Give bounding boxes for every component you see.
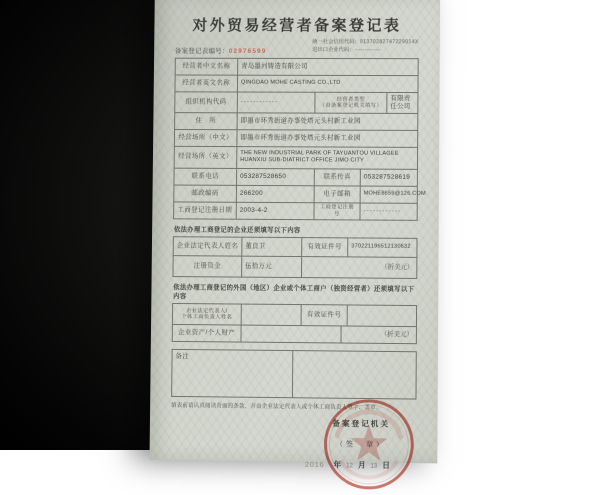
field-label: 企业资产/个人财产 (178, 328, 236, 337)
table-row (174, 168, 417, 186)
field-value: 即墨市环秀街道办事处塔元头村新工业园 (237, 113, 418, 130)
date-year-unit: 年 (333, 459, 342, 470)
footer-instruction: 填表前请认真阅读背面的条款，并由企业法定代表人或个体工商负责人签字、盖章。 (170, 402, 382, 412)
foreign-rep-label-line2: 个体工商负责人姓名 (181, 313, 233, 321)
field-value-empty (347, 305, 416, 326)
field-value: 053287528650 (236, 169, 314, 185)
section-note-foreign: 依法办理工商登记的外国（地区）企业或个体工商户（独资经营者）还须填写以下内容 (173, 283, 415, 300)
table-row (175, 91, 417, 113)
field-label: 注册资金 (193, 262, 222, 270)
field-label: 有效证件号 (301, 305, 347, 325)
registration-authority-label: 备案登记机关 (332, 418, 391, 429)
field-value: MOHE8659@126.COM (360, 186, 429, 202)
credit-code-value: 91370282747229014X (359, 39, 419, 46)
field-value-empty (241, 304, 301, 325)
field-label: 住 所 (195, 117, 217, 125)
usd-conversion-note: （折美元） (301, 257, 416, 278)
table-row (174, 237, 417, 257)
field-label: 经营者中文名称 (182, 62, 231, 70)
remarks-table (171, 349, 417, 400)
field-label: 工商登记注册日期 (177, 206, 233, 214)
foreign-operator-table (172, 303, 417, 344)
operator-type-label-line1: 经营者类型 (336, 96, 366, 103)
field-value: 2003-4-2 (236, 203, 314, 219)
field-label: 邮政编码 (191, 189, 219, 197)
field-label: 企业法定代表人姓名 (176, 242, 239, 250)
field-label (173, 304, 241, 325)
table-row (175, 112, 417, 130)
date-month: 12 (346, 463, 353, 470)
ie-code-value: ------------- (354, 47, 382, 54)
field-value: 266200 (236, 186, 314, 202)
header-code-row (175, 39, 419, 55)
table-row (173, 255, 416, 278)
legal-rep-table (172, 236, 417, 279)
usd-conversion-note: （折美元） (340, 326, 415, 343)
page-title: 对外贸易经营者备案登记表 (192, 17, 402, 35)
field-value: 董良卫 (241, 238, 301, 256)
field-value: 伍拾万元 (241, 257, 301, 277)
table-row (175, 146, 417, 169)
table-row (176, 59, 418, 75)
section-note-domestic: 依法办理工商登记的企业还须填写以下内容 (173, 226, 301, 234)
red-seal-stamp-icon (319, 394, 418, 494)
table-row (172, 350, 416, 399)
field-value: 即墨市环秀街道办事处塔元头村新工业园 (236, 130, 417, 147)
field-label: 电子邮箱 (314, 186, 360, 202)
field-value: THE NEW INDUSTRIAL PARK OF TAYUANTOU VILLAGEE HUANXIU SUB-DIATRICT OFFICE JIMO CITY (236, 147, 417, 169)
field-value: QINGDAO MOHE CASTING CO.,LTD (237, 76, 418, 92)
table-row (174, 184, 426, 202)
operator-type-label-line2: （由备案登记机关填写） (319, 102, 383, 109)
credit-code-line (312, 39, 419, 47)
field-label: 有效证件号 (301, 238, 347, 256)
field-label: 联系传真 (314, 169, 360, 185)
table-row (173, 324, 416, 343)
field-label: 联系电话 (191, 172, 220, 180)
date-day-unit: 日 (382, 460, 390, 470)
form-number (175, 46, 267, 55)
table-row (175, 129, 417, 147)
header-codes (312, 39, 419, 55)
field-value-empty (240, 325, 340, 342)
form-number-label: 备案登记表编号： (174, 47, 229, 55)
field-label: 经营者英文名称 (182, 79, 231, 87)
ie-code-line (312, 47, 419, 55)
table-row (173, 304, 416, 326)
field-value: 有限责任公司 (386, 93, 417, 113)
field-value: ------------ (359, 203, 416, 219)
seal-here-label: （签 章） (335, 440, 387, 449)
field-value: 370221196512130632 (347, 238, 416, 256)
field-label: 组织机构代码 (185, 98, 227, 106)
field-label: 经营场所（中文） (178, 133, 234, 141)
registration-form-paper (150, 0, 441, 470)
date-month-unit: 月 (357, 460, 366, 470)
table-row (175, 74, 417, 92)
ie-code-label: 进出口企业代码： (312, 47, 355, 54)
date-day: 13 (370, 463, 378, 470)
field-label (314, 93, 386, 113)
form-number-value: 02976599 (228, 47, 267, 55)
table-row (174, 201, 417, 219)
foreign-rep-label-line1: 企业法定代表人/ (186, 307, 228, 315)
field-label: 经营场所（英文） (178, 153, 233, 161)
seal-area (170, 409, 416, 458)
field-value: 青岛墨河铸造有限公司 (237, 59, 418, 75)
field-value: 053287528619 (360, 169, 417, 185)
date-year: 2016 (304, 461, 325, 469)
stamp-star-icon (350, 424, 388, 460)
field-label: 工商登记注册号 (313, 203, 359, 219)
field-value: ------------ (237, 92, 315, 112)
remarks-empty-cell (292, 351, 416, 398)
remarks-label: 备注 (175, 352, 190, 360)
credit-code-label: 统一社会信用代码： (312, 39, 360, 46)
main-info-table (173, 58, 426, 221)
